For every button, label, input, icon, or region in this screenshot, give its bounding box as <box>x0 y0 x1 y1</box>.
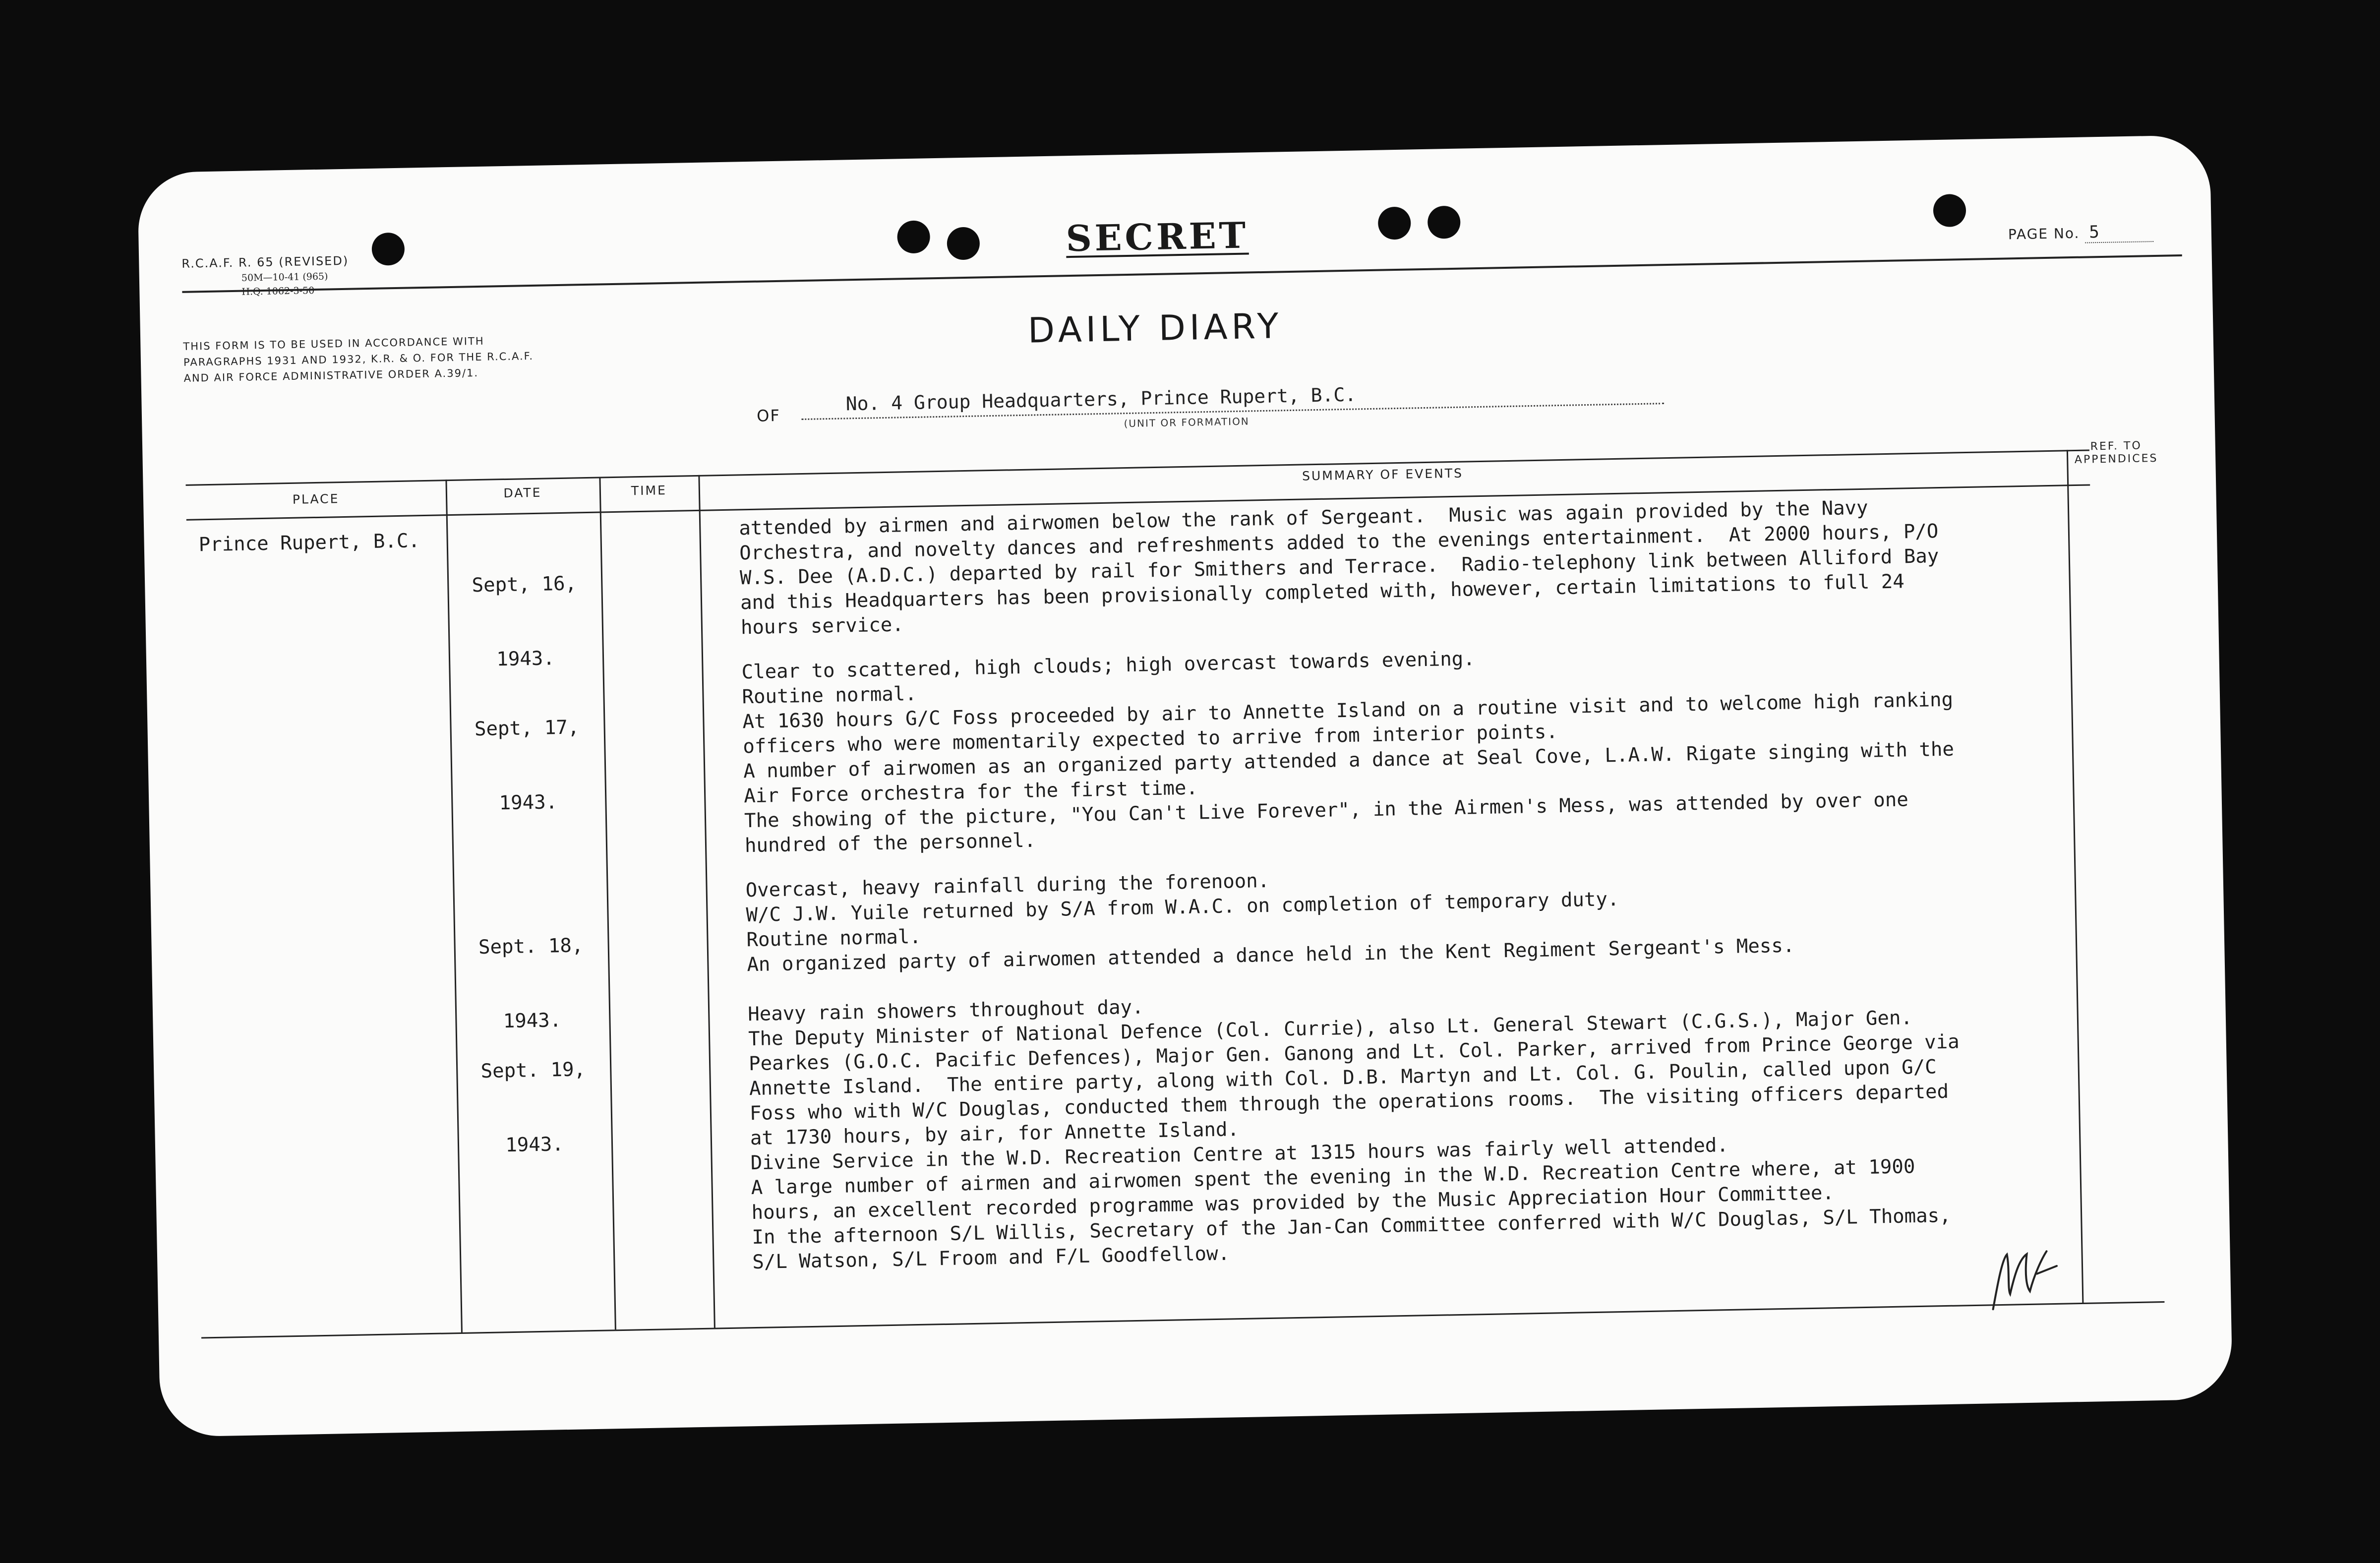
summary-entry: Clear to scattered, high clouds; high overcast towards evening. Routine normal. At 1630 hours G/C Foss proceeded by air to Annette Island on a routine visit and to welcome high ranking officers who were momentarily expected to arrive from interior points. A number of airwomen as an organized party attended a dance at Seal Cove, L.A.W. Rigate singing with the Air Force orchestra for the first time. The showing of the picture, "You Can't Live Forever", in the Airmen's Mess, was attended by over one hundred of the personnel. <box>741 648 1955 857</box>
column-divider <box>698 475 715 1328</box>
page-number-block <box>2008 221 2154 244</box>
form-sub-2: H.Q. 1062-3-50 <box>241 285 315 298</box>
header-rule <box>182 254 2182 293</box>
punch-hole <box>947 227 980 260</box>
of-label: OF <box>756 406 781 425</box>
column-header-time: TIME <box>631 483 667 498</box>
table-bottom-rule <box>201 1301 2164 1339</box>
punch-hole <box>1378 206 1411 240</box>
page-title: DAILY DIARY <box>1027 305 1283 351</box>
page-label: PAGE No. <box>2008 225 2080 243</box>
summary-entry: Overcast, heavy rainfall during the forenoon. W/C J.W. Yuile returned by S/A from W.A.C. on completion of temporary duty. Routine normal. An organized party of airwomen attended a dance held in the Kent Regiment Sergeant's Mess. <box>745 869 1795 976</box>
column-header-ref: REF. TO APPENDICES <box>2074 439 2158 467</box>
place-cell: Prince Rupert, B.C. <box>198 530 420 556</box>
punch-hole <box>1933 194 1966 227</box>
unit-field: No. 4 Group Headquarters, Prince Rupert, B.C. <box>801 375 1664 420</box>
column-header-place: PLACE <box>292 491 340 507</box>
date-cell <box>465 1008 602 1208</box>
summary-entry: Heavy rain showers throughout day. The Deputy Minister of National Defence (Col. Currie), also Lt. General Stewart (C.G.S.), Major Gen. Pearkes (G.O.C. Pacific Defences), Major Gen. Ganong and Lt. Col. Parker, arrived from Prince George via Annette Island. The entire party, along with Col. D.B. Martyn and Lt. Col. G. Poulin, called upon G/C Foss who with W/C Douglas, conducted them through the operations rooms. The visiting officers departed at 1730 hours, by air, for Annette Island. Divine Service in the W.D. Recreation Centre at 1315 hours was fairly well attended. A large number of airmen and airwomen spent the evening in the W.D. Recreation Centre where, at 1900 hours, an excellent recorded programme was provided by the Music Appreciation Hour Committee. In the afternoon S/L Willis, Secretary of the Jan-Can Committee conferred with W/C Douglas, S/L Thomas, S/L Watson, S/L Froom and F/L Goodfellow. <box>747 996 1960 1274</box>
unit-caption: (UNIT OR FORMATION <box>1124 415 1250 430</box>
security-classification: SECRET <box>1065 214 1249 260</box>
page-number: 5 <box>2085 221 2154 243</box>
summary-entry: attended by airmen and airwomen below the rank of Sergeant. Music was again provided by the Navy Orchestra, and novelty dances and refreshments added to the evenings entertainment. At 2000 hours, P/O W.S. Dee (A.D.C.) departed by rail for Smithers and Terrace. Radio-telephony link between Alliford Bay and this Headquarters has been provisionally completed with, however, certain limitations to full 24 hours service. <box>738 496 1939 639</box>
date-line: 1943. <box>505 1133 564 1157</box>
column-divider <box>2067 450 2084 1303</box>
punch-hole <box>897 220 930 253</box>
handwritten-initials <box>1987 1239 2063 1315</box>
form-sub-1: 50M—10-41 (965) <box>241 271 328 284</box>
date-line: 1943. <box>499 791 558 815</box>
diary-form-card <box>137 135 2233 1437</box>
date-line: Sept, 16, <box>472 572 577 597</box>
column-header-summary: SUMMARY OF EVENTS <box>1302 466 1464 483</box>
date-cell <box>459 665 596 866</box>
date-line: Sept. 18, <box>478 934 584 959</box>
punch-hole <box>371 233 405 266</box>
date-line: Sept. 19, <box>480 1058 586 1083</box>
date-line: 1943. <box>496 647 555 671</box>
form-usage-note: THIS FORM IS TO BE USED IN ACCORDANCE WITH PARAGRAPHS 1931 AND 1932, K.R. & O. FOR THE R.C.A.F. AND AIR FORCE ADMINISTRATIVE ORDER A.39/1. <box>183 335 534 384</box>
form-code-block <box>181 252 349 300</box>
punch-hole <box>1428 206 1461 239</box>
date-line: 1943. <box>503 1009 562 1033</box>
date-line: Sept, 17, <box>474 716 580 741</box>
column-header-date: DATE <box>503 485 542 501</box>
form-code: R.C.A.F. R. 65 (REVISED) <box>181 253 349 271</box>
